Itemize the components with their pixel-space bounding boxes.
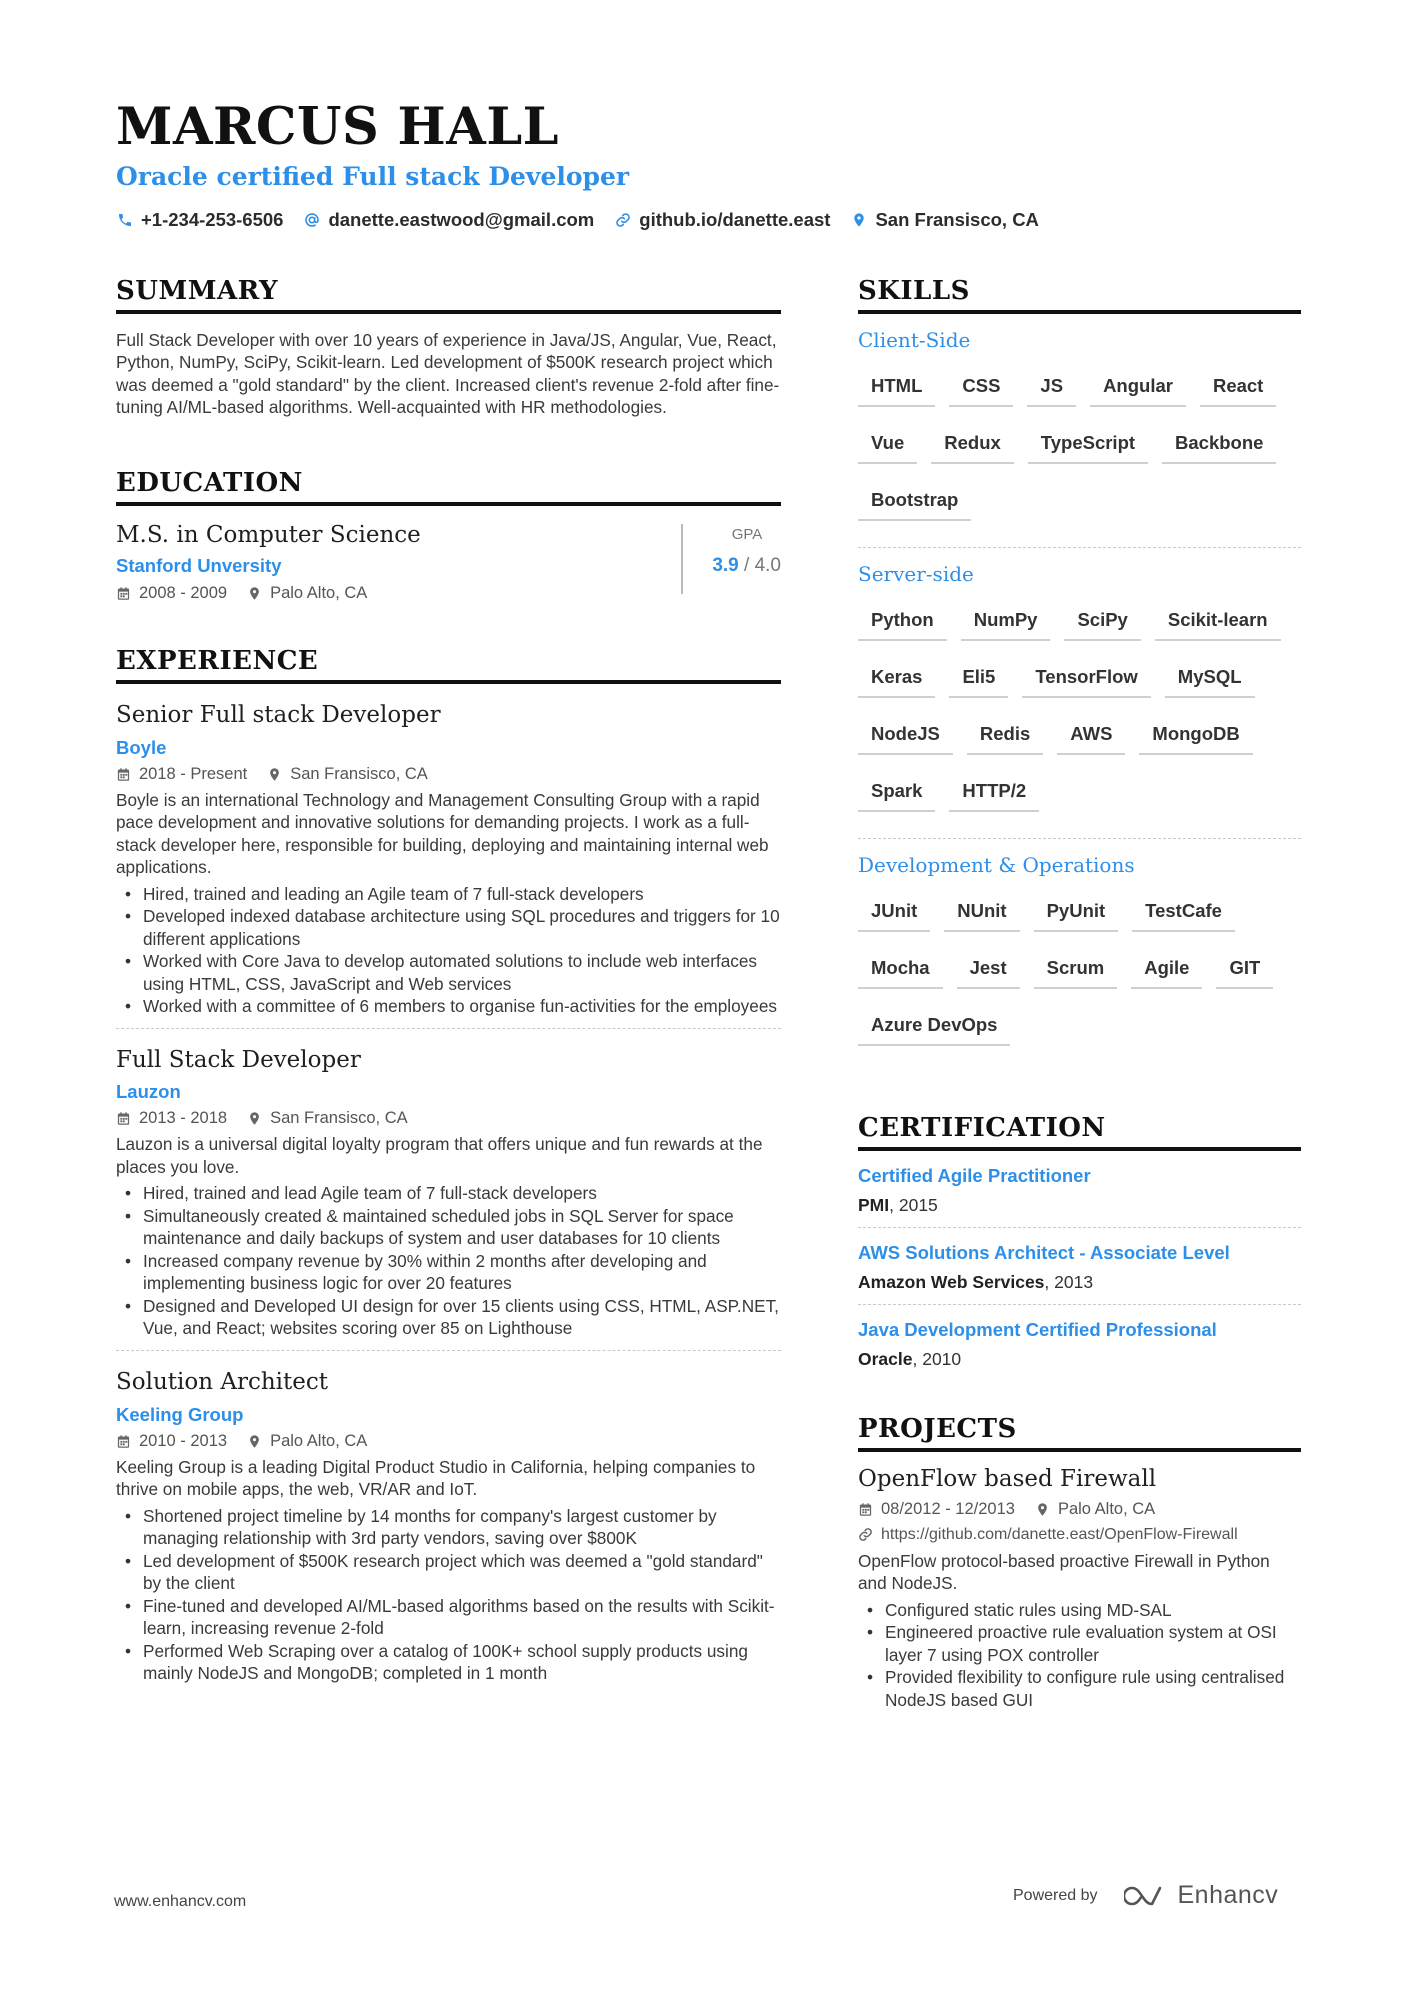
skill-tags [858, 893, 1301, 1064]
job-dates: 2010 - 2013 [139, 1431, 228, 1450]
job-description: Boyle is an international Technology and Management Consulting Group with a rapid pace development and innovative solutions for demanding projects. I work as a full-stack developer here, responsible for building, deploying and maintaining internal web applications. [116, 789, 769, 878]
calendar-icon [116, 1111, 131, 1126]
job-dates: 2018 - Present [139, 764, 248, 783]
skill-tag: Mocha [858, 950, 943, 989]
company-name: Lauzon [116, 1081, 181, 1103]
bullet-item: • Fine-tuned and developed AI/ML-based algorithms based on the results with Scikit-learn, increasing revenue 2-fold [116, 1595, 781, 1640]
skills-heading: SKILLS [858, 277, 1301, 314]
location-icon [850, 211, 868, 229]
footer-brand[interactable] [1013, 1881, 1278, 1910]
job-title: Full Stack Developer [116, 1046, 361, 1073]
projects-section [858, 1415, 1301, 1711]
powered-by-text: Powered by [1013, 1886, 1098, 1904]
contact-phone-text: +1-234-253-6506 [141, 209, 284, 230]
job-bullets [116, 1505, 781, 1685]
skill-tag: Redis [967, 716, 1043, 755]
company-name: Boyle [116, 736, 167, 758]
skill-tag: Keras [858, 659, 935, 698]
skill-tag: AWS [1057, 716, 1125, 755]
project-link[interactable] [858, 1526, 1301, 1544]
skill-tag: Eli5 [949, 659, 1008, 698]
skill-tags [858, 368, 1301, 539]
job-entry [116, 1369, 781, 1695]
project-entry [858, 1466, 1301, 1712]
link-icon [614, 211, 632, 229]
skill-tag: NUnit [944, 893, 1019, 932]
education-dates: 2008 - 2009 [139, 584, 228, 603]
skill-tag: React [1200, 368, 1276, 407]
skill-tag: JUnit [858, 893, 930, 932]
education-heading: EDUCATION [116, 469, 781, 506]
projects-heading: PROJECTS [858, 1415, 1301, 1452]
location-icon [267, 767, 282, 782]
skill-group [858, 853, 1301, 1072]
job-dates: 2013 - 2018 [139, 1109, 228, 1128]
skill-tag: HTML [858, 368, 935, 407]
job-entry [116, 1047, 781, 1351]
skill-tag: SciPy [1064, 602, 1140, 641]
skill-tag: HTTP/2 [949, 773, 1039, 812]
job-description: Lauzon is a universal digital loyalty program that offers unique and fun rewards at the places you love. [116, 1134, 763, 1177]
education-meta [116, 584, 681, 603]
project-meta [858, 1500, 1301, 1519]
summary-section [116, 277, 781, 419]
skills-section [858, 277, 1301, 1072]
calendar-icon [116, 767, 131, 782]
enhancv-logo-icon [1124, 1883, 1170, 1909]
summary-heading: SUMMARY [116, 277, 781, 314]
cert-entry [858, 1305, 1301, 1381]
at-icon [303, 211, 321, 229]
skill-tag: TypeScript [1028, 425, 1148, 464]
skill-tag: Azure DevOps [858, 1007, 1010, 1046]
job-title: Solution Architect [116, 1368, 328, 1395]
certification-section [858, 1114, 1301, 1381]
right-column [858, 277, 1301, 1711]
skill-tag: MongoDB [1139, 716, 1252, 755]
gpa-label: GPA [731, 525, 763, 543]
project-location: Palo Alto, CA [1057, 1499, 1156, 1518]
skill-tag: JS [1027, 368, 1076, 407]
bullet-item: • Led development of $500K research project which was deemed a "gold standard" by the client [116, 1550, 781, 1595]
skill-tag: Scikit-learn [1155, 602, 1281, 641]
bullet-item: • Engineered proactive rule evaluation system at OSI layer 7 using POX controller [858, 1621, 1301, 1666]
calendar-icon [858, 1502, 873, 1517]
skill-tag: Redux [931, 425, 1014, 464]
skill-tag: MySQL [1165, 659, 1255, 698]
location-icon [247, 1434, 262, 1449]
bullet-item: • Performed Web Scraping over a catalog of 100K+ school supply products using mainly NodeJS and MongoDB; completed in 1 month [116, 1640, 781, 1685]
experience-section [116, 647, 781, 1694]
calendar-icon [116, 1434, 131, 1449]
contact-bar [116, 209, 1059, 231]
contact-email-text: danette.eastwood@gmail.com [328, 209, 595, 230]
cert-org: Oracle, 2010 [858, 1348, 962, 1369]
education-entry [116, 522, 781, 604]
calendar-icon [116, 586, 131, 601]
skill-tag: CSS [949, 368, 1013, 407]
bullet-item: • Increased company revenue by 30% within 2 months after developing and implementing business logic for over 20 features [116, 1250, 781, 1295]
bullet-item: • Simultaneously created & maintained scheduled jobs in SQL Server for space maintenance and daily backups of system and user databases for 10 clients [116, 1205, 781, 1250]
cert-org: Amazon Web Services, 2013 [858, 1271, 1094, 1292]
candidate-title: Oracle certified Full stack Developer [116, 162, 630, 191]
skill-tag: Vue [858, 425, 917, 464]
skill-tag: NumPy [961, 602, 1051, 641]
skill-group [858, 328, 1301, 548]
link-icon [858, 1527, 873, 1542]
job-meta [116, 765, 781, 784]
bullet-item: • Configured static rules using MD-SAL [858, 1599, 1301, 1622]
left-column [116, 277, 781, 1695]
skill-tag: Agile [1131, 950, 1202, 989]
cert-title: AWS Solutions Architect - Associate Level [858, 1241, 1230, 1263]
job-location: San Fransisco, CA [270, 1109, 408, 1128]
project-link-text[interactable]: https://github.com/danette.east/OpenFlow-Firewall [881, 1525, 1238, 1543]
degree: M.S. in Computer Science [116, 521, 421, 548]
job-bullets [116, 883, 781, 1018]
cert-title: Certified Agile Practitioner [858, 1164, 1091, 1186]
gpa-box [681, 524, 781, 594]
project-bullets [858, 1599, 1301, 1712]
company-name: Keeling Group [116, 1403, 244, 1425]
contact-github-text: github.io/danette.east [639, 209, 831, 230]
skill-group-title: Development & Operations [858, 852, 1135, 877]
location-icon [247, 1111, 262, 1126]
skill-tag: Spark [858, 773, 935, 812]
bullet-item: • Provided flexibility to configure rule using centralised NodeJS based GUI [858, 1666, 1301, 1711]
skill-tag: Bootstrap [858, 482, 971, 521]
brand-logo [1124, 1881, 1279, 1910]
location-icon [247, 586, 262, 601]
school-name: Stanford Unversity [116, 555, 282, 577]
skill-group [858, 562, 1301, 839]
job-entry [116, 702, 781, 1029]
job-location: Palo Alto, CA [270, 1431, 368, 1450]
education-section [116, 469, 781, 603]
skill-tags [858, 602, 1301, 830]
contact-location [850, 209, 1038, 231]
skill-group-title: Client-Side [858, 327, 971, 352]
bullet-item: • Worked with a committee of 6 members to organise fun-activities for the employees [116, 995, 781, 1018]
contact-github[interactable] [614, 209, 830, 231]
skill-tag: Backbone [1162, 425, 1276, 464]
job-meta [116, 1432, 781, 1451]
skill-tag: Angular [1090, 368, 1186, 407]
skill-tag: Python [858, 602, 947, 641]
bullet-item: • Worked with Core Java to develop automated solutions to include web interfaces using HTML, CSS, JavaScript and Web services [116, 950, 781, 995]
bullet-item: • Hired, trained and lead Agile team of 7 full-stack developers [116, 1182, 781, 1205]
cert-entry [858, 1151, 1301, 1228]
contact-location-text: San Fransisco, CA [875, 209, 1039, 230]
bullet-item: • Hired, trained and leading an Agile team of 7 full-stack developers [116, 883, 781, 906]
project-description: OpenFlow protocol-based proactive Firewall in Python and NodeJS. [858, 1550, 1270, 1594]
job-location: San Fransisco, CA [290, 764, 428, 783]
skill-group-title: Server-side [858, 561, 974, 586]
skill-tag: TensorFlow [1022, 659, 1150, 698]
cert-org: PMI, 2015 [858, 1194, 938, 1215]
skill-tag: NodeJS [858, 716, 953, 755]
project-title: OpenFlow based Firewall [858, 1465, 1157, 1492]
bullet-item: • Designed and Developed UI design for over 15 clients using CSS, HTML, ASP.NET, Vue, and React; websites scoring over 85 on Lighthouse [116, 1295, 781, 1340]
gpa-value: 3.9 / 4.0 [712, 554, 781, 576]
bullet-item: • Developed indexed database architecture using SQL procedures and triggers for 10 different applications [116, 905, 781, 950]
summary-text: Full Stack Developer with over 10 years of experience in Java/JS, Angular, Vue, React, Python, NumPy, SciPy, Scikit-learn. Led development of $500K research project which was deemed a "gold standard" by the client. Increased client's revenue 2-fold after fine-tuning AI/ML-based algorithms. Well-acquainted with HR methodologies. [116, 329, 780, 418]
contact-phone[interactable] [116, 209, 283, 231]
brand-name: Enhancv [1177, 1881, 1279, 1909]
skill-tag: PyUnit [1034, 893, 1119, 932]
candidate-name: MARCUS HALL [116, 97, 560, 157]
project-dates: 08/2012 - 12/2013 [881, 1499, 1015, 1518]
contact-email[interactable] [303, 209, 594, 231]
cert-title: Java Development Certified Professional [858, 1318, 1217, 1340]
job-description: Keeling Group is a leading Digital Product Studio in California, helping companies to thrive on mobile apps, the web, VR/AR and IoT. [116, 1456, 756, 1500]
skill-tag: GIT [1216, 950, 1273, 989]
skill-tag: TestCafe [1132, 893, 1235, 932]
job-meta [116, 1109, 781, 1128]
location-icon [1035, 1502, 1050, 1517]
certification-heading: CERTIFICATION [858, 1114, 1301, 1151]
job-title: Senior Full stack Developer [116, 702, 441, 729]
experience-heading: EXPERIENCE [116, 647, 781, 684]
bullet-item: • Shortened project timeline by 14 months for company's largest customer by managing relationship with 3rd party vendors, saving over $800K [116, 1505, 781, 1550]
phone-icon [116, 211, 134, 229]
job-bullets [116, 1182, 781, 1340]
education-location: Palo Alto, CA [270, 584, 368, 603]
cert-entry [858, 1228, 1301, 1305]
skill-tag: Jest [957, 950, 1020, 989]
skill-tag: Scrum [1034, 950, 1118, 989]
footer-website[interactable]: www.enhancv.com [114, 1893, 247, 1910]
